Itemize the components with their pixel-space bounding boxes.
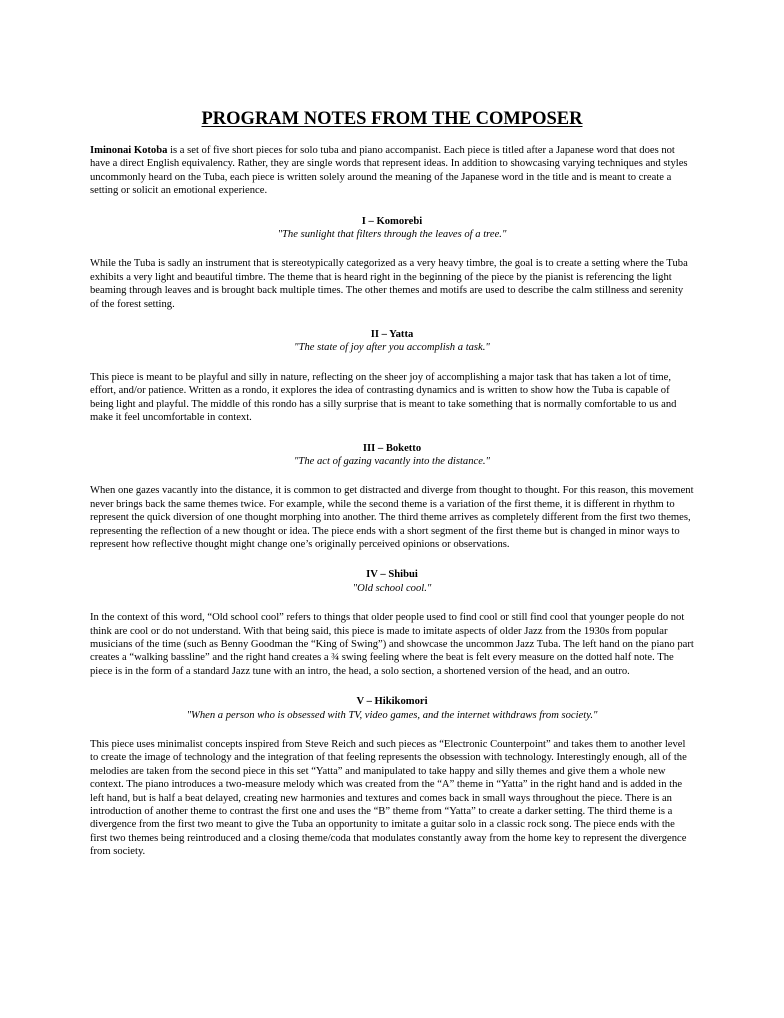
movement-heading-4 xyxy=(90,568,694,595)
movement-heading-1 xyxy=(90,215,694,242)
movement-title: IV – Shibui xyxy=(366,569,418,581)
movement-title: II – Yatta xyxy=(370,329,414,341)
movement-description: While the Tuba is sadly an instrument that is stereotypically categorized as a very heavy timbre, the goal is to create a setting where the Tuba exhibits a very light and beautiful timbre. The theme that is heard right in the beginning of the piece by the pianist is referencing the light beaming through leaves and is brought back multiple times. The other themes and motifs are used to describe the calm stillness and serenity of the forest setting. xyxy=(90,258,688,310)
movement-title: V – Hikikomori xyxy=(356,696,428,708)
program-notes-page xyxy=(90,108,694,859)
movement-description: This piece is meant to be playful and silly in nature, reflecting on the sheer joy of accomplishing a major task that has taken a lot of time, effort, and/or patience. Written as a rondo, it explores the idea of contrasting dynamics and is written to show how the Tuba is capable of being light and playful. The middle of this rondo has a silly surprise that is meant to take something that is normally comfortable to us and make it feel uncomfortable in context. xyxy=(90,371,677,424)
movement-heading-5 xyxy=(90,695,694,722)
movement-heading-3 xyxy=(90,442,694,469)
intro-paragraph xyxy=(90,144,694,198)
movement-quote: "The act of gazing vacantly into the distance." xyxy=(293,455,491,467)
movement-description: When one gazes vacantly into the distance, it is common to get distracted and diverge from thought to thought. For this reason, this movement never brings back the same themes twice. For example, while the second theme is a variation of the first theme, it is different in rhythm to represent the quick diversion of one thought morphing into another. The third theme arrives as completely different from the first two themes, representing the reflection of a new thought or idea. The piece ends with a short segment of the first theme but is changed in minor ways to represent how reflective thought might change one’s originally perceived opinions or observations. xyxy=(90,485,694,550)
intro-text: is a set of five short pieces for solo tuba and piano accompanist. Each piece is titled after a Japanese word that does not have a direct English equivalency. Rather, they are single words that represent ideas. In addition to showcasing varying techniques and styles uncommonly heard on the Tuba, each piece is written solely around the meaning of the Japanese word in the title and is meant to create a setting or solicit an emotional experience. xyxy=(90,145,688,197)
movement-quote: "Old school cool." xyxy=(352,582,432,594)
movement-title: I – Komorebi xyxy=(361,215,423,227)
movement-title: III – Boketto xyxy=(362,442,422,454)
movement-heading-2 xyxy=(90,328,694,355)
movement-description: This piece uses minimalist concepts inspired from Steve Reich and such pieces as “Electronic Counterpoint” and takes them to another level to create the image of technology and the integration of that feeling represents the obsession with technology. Interestingly enough, all of the melodies are taken from the second piece in this set “Yatta” and manipulated to take happy and silly themes and give them a whole new context. The piano introduces a two-measure melody which was created from the “A” theme in “Yatta” in the right hand and is added in the left hand, but is half a beat delayed, creating new harmonies and textures and comes back in small ways throughout the piece. There is an introduction of another theme to contrast the first one and uses the “B” theme from “Yatta” to create a darker setting. The third theme is a divergence from the first two meant to give the Tuba an opportunity to imitate a guitar solo in a classic rock song. The piece ends with the first two themes being reintroduced and a closing theme/coda that modulates constantly away from the home key to represent the divergence from society. xyxy=(90,739,687,858)
movement-quote: "When a person who is obsessed with TV, video games, and the internet withdraws from society." xyxy=(186,709,598,721)
movement-description: In the context of this word, “Old school cool” refers to things that older people used to find cool or still find cool that younger people do not think are cool or do not understand. With that being said, this piece is made to imitate aspects of older Jazz from the 1930s from popular musicians of the time (such as Benny Goodman the “King of Swing”) and showcase the uncommon Jazz Tuba. The left hand on the piano part creates a “walking bassline” and the right hand creates a ¾ swing feeling where the beat is felt every measure on the dotted half note. The piece is in the form of a standard Jazz tune with an intro, the head, a solo section, a shortened version of the head, and an outro. xyxy=(90,612,694,677)
movement-quote: "The state of joy after you accomplish a task." xyxy=(294,342,490,354)
movement-quote: "The sunlight that filters through the leaves of a tree." xyxy=(277,229,507,241)
page-title: PROGRAM NOTES FROM THE COMPOSER xyxy=(201,109,583,129)
intro-term: Iminonai Kotoba xyxy=(90,145,168,156)
